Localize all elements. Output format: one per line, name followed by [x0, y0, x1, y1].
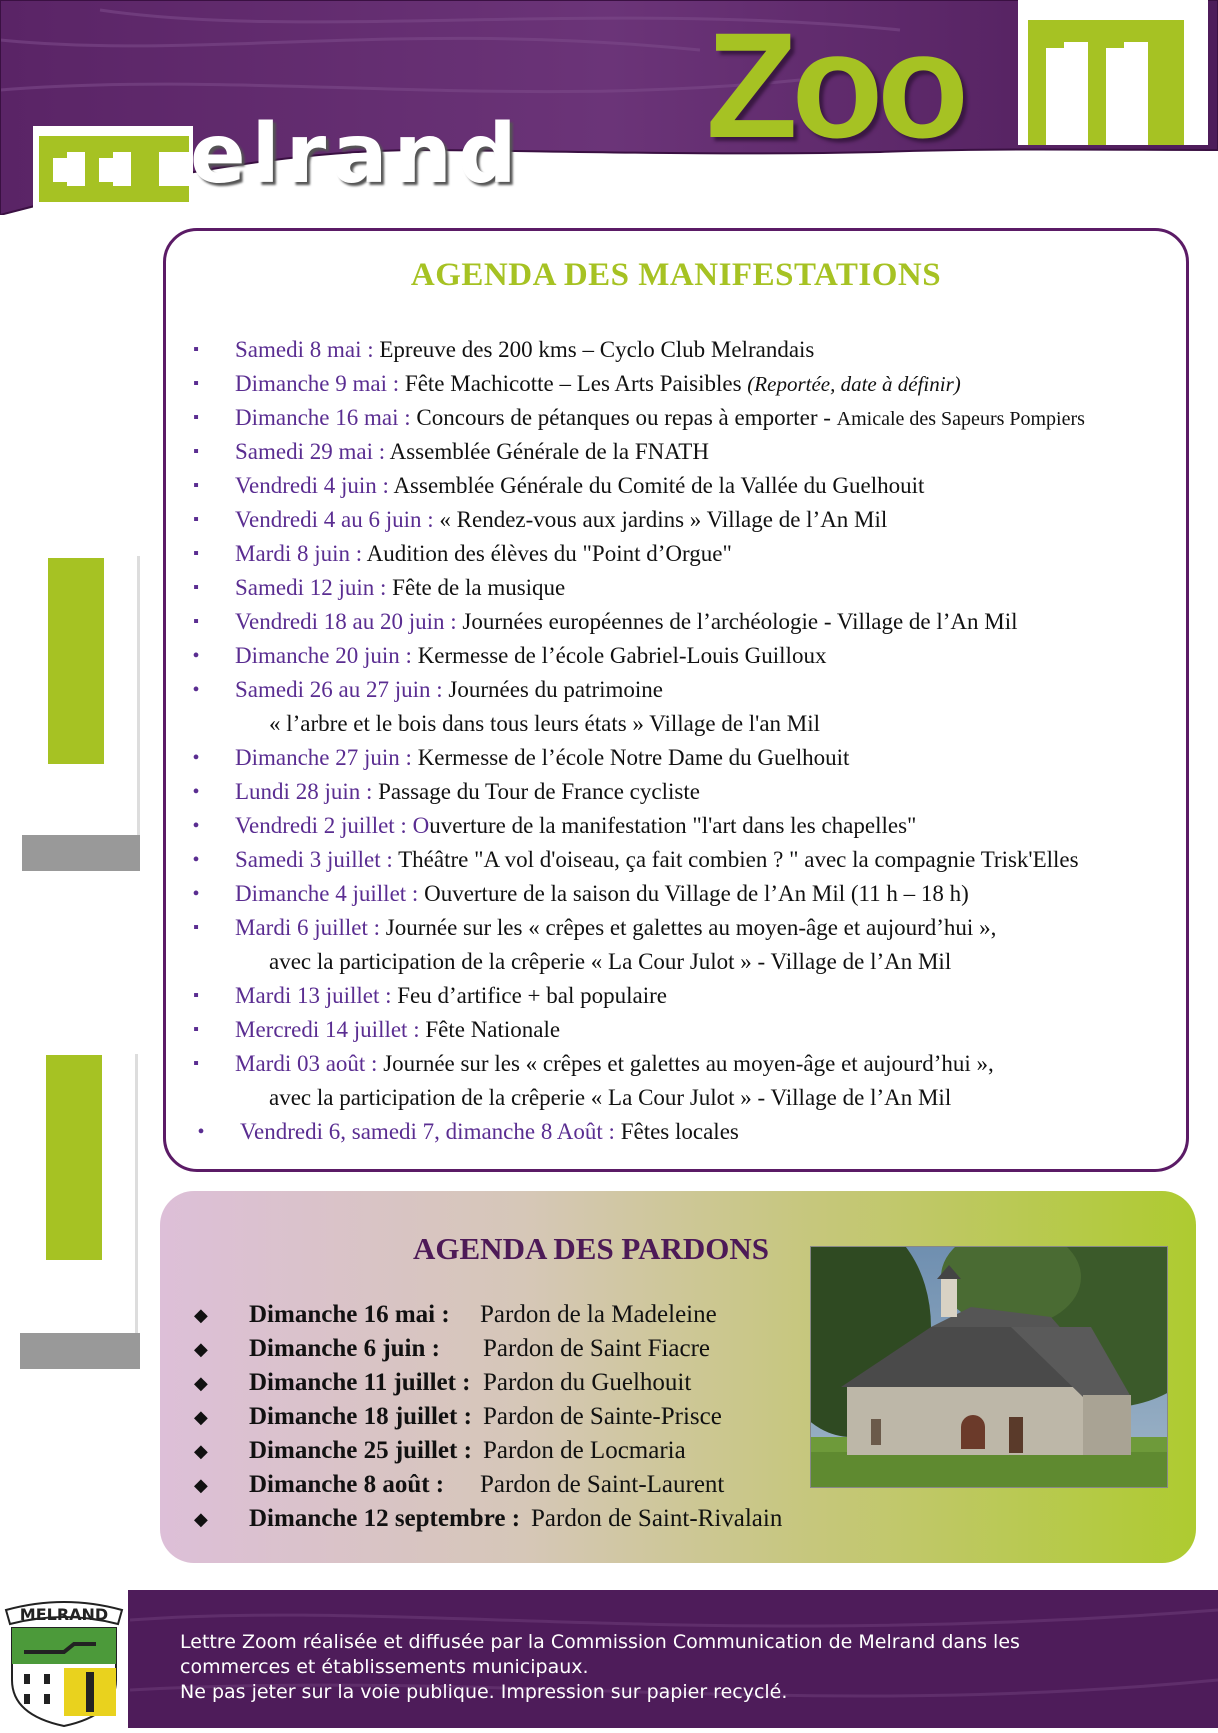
manifestation-text: « l’arbre et le bois dans tous leurs états » Village de l'an Mil [269, 711, 821, 736]
footer-line-1: Lettre Zoom réalisée et diffusée par la Commission Communication de Melrand dans les [180, 1631, 1020, 1653]
manifestations-box [163, 228, 1189, 1172]
manifestation-text: Fête de la musique [392, 575, 566, 600]
bullet-icon: ▪ [193, 341, 199, 358]
manifestation-date: Samedi 3 juillet : [235, 847, 399, 872]
manifestation-text: Journée sur les « crêpes et galettes au moyen-âge et aujourd’hui », [383, 1051, 994, 1076]
manifestation-item [186, 639, 1186, 673]
manifestation-text: Audition des élèves du "Point d’Orgue" [366, 541, 732, 566]
manifestation-text: Fête Nationale [425, 1017, 561, 1042]
manifestation-line [235, 1047, 994, 1081]
manifestation-date: Dimanche 4 juillet : [235, 881, 425, 906]
manifestation-date: Vendredi 4 au 6 juin : [235, 507, 440, 532]
manifestation-text: Assemblée Générale du Comité de la Vallée du Guelhouit [393, 473, 925, 498]
manifestations-list [186, 333, 1186, 1149]
manifestation-date: Dimanche 9 mai : [235, 371, 405, 396]
manifestation-item [186, 877, 1186, 911]
diamond-bullet-icon: ◆ [194, 1305, 208, 1325]
bullet-icon: ▪ [193, 987, 199, 1004]
manifestation-text: Fêtes locales [620, 1119, 739, 1144]
bullet-icon: ▪ [193, 579, 199, 596]
decorative-bar-upper [20, 550, 145, 880]
manifestation-text: avec la participation de la crêperie « La Cour Julot » - Village de l’An Mil [269, 949, 952, 974]
manifestation-text: Concours de pétanques ou repas à emporter - [416, 405, 837, 430]
manifestation-text: Assemblée Générale de la FNATH [389, 439, 709, 464]
bullet-icon: • [192, 815, 200, 837]
bullet-icon: • [192, 849, 200, 871]
pardon-name: Pardon de Saint Fiacre [483, 1335, 711, 1362]
crest-label: MELRAND [19, 1605, 109, 1624]
manifestation-text: Fête Machicotte – Les Arts Paisibles [404, 371, 748, 396]
manifestation-item [186, 809, 1186, 843]
melrand-m-logo [33, 126, 193, 208]
manifestation-date: Dimanche 16 mai : [235, 405, 417, 430]
manifestation-item [186, 843, 1186, 877]
bullet-icon: • [192, 883, 200, 905]
big-m-logo [1018, 0, 1208, 145]
bullet-icon: ▪ [193, 477, 199, 494]
manifestation-line [235, 401, 1085, 436]
decorative-bar-lower [20, 1050, 145, 1375]
manifestation-item [186, 469, 1186, 503]
bullet-icon: ▪ [193, 919, 199, 936]
footer-text [180, 1630, 1180, 1705]
diamond-bullet-icon: ◆ [194, 1441, 208, 1461]
manifestations-title: AGENDA DES MANIFESTATIONS [410, 257, 942, 293]
manifestation-text: Ouverture de la saison du Village de l’An Mil (11 h – 18 h) [424, 881, 969, 906]
manifestation-line [235, 435, 709, 469]
manifestation-date: Vendredi 18 au 20 juin : [235, 609, 463, 634]
bullet-icon: ▪ [193, 545, 199, 562]
manifestation-date: Samedi 29 mai : [235, 439, 390, 464]
manifestation-item [186, 435, 1186, 469]
manifestation-date: Mardi 6 juillet : [235, 915, 386, 940]
manifestation-line [235, 503, 887, 537]
manifestation-note: (Reportée, date à définir) [747, 372, 961, 396]
manifestation-date: Mardi 03 août : [235, 1051, 384, 1076]
manifestation-date: Vendredi 4 juin : [235, 473, 394, 498]
manifestation-line [235, 639, 826, 673]
manifestation-line [235, 571, 565, 605]
manifestation-line [235, 979, 667, 1013]
manifestation-line [235, 673, 663, 707]
diamond-bullet-icon: ◆ [194, 1339, 208, 1359]
manifestation-line [235, 333, 814, 367]
manifestation-item [186, 537, 1186, 571]
manifestation-date: Mardi 8 juin : [235, 541, 367, 566]
bullet-icon: • [192, 747, 200, 769]
manifestation-text: « Rendez-vous aux jardins » Village de l’An Mil [439, 507, 888, 532]
pardon-name: Pardon de Saint-Rivalain [531, 1505, 783, 1532]
bullet-icon: ▪ [193, 443, 199, 460]
manifestation-item [186, 1115, 1186, 1149]
manifestation-continuation [186, 707, 1186, 741]
manifestation-item [186, 605, 1186, 639]
bullet-icon: • [192, 645, 200, 667]
pardon-date: Dimanche 6 juin : [249, 1335, 440, 1362]
manifestation-text: uverture de la manifestation "l'art dans les chapelles" [429, 813, 917, 838]
diamond-bullet-icon: ◆ [194, 1373, 208, 1393]
manifestation-line [235, 911, 996, 945]
manifestation-item [186, 1047, 1186, 1081]
manifestation-item [186, 571, 1186, 605]
manifestation-date: Samedi 8 mai : [235, 337, 380, 362]
manifestation-line [235, 537, 732, 571]
diamond-bullet-icon: ◆ [194, 1475, 208, 1495]
pardons-box [160, 1191, 1196, 1563]
pardon-date: Dimanche 18 juillet : [249, 1403, 472, 1430]
pardon-name: Pardon de Sainte-Prisce [483, 1403, 722, 1430]
pardon-name: Pardon de Locmaria [483, 1437, 686, 1464]
manifestation-line [235, 1013, 560, 1047]
manifestation-line [235, 605, 1018, 639]
manifestation-date: Samedi 26 au 27 juin : [235, 677, 449, 702]
bullet-icon: ▪ [193, 511, 199, 528]
pardons-title: AGENDA DES PARDONS [413, 1231, 769, 1266]
bullet-icon: ▪ [193, 409, 199, 426]
bullet-icon: ▪ [193, 1021, 199, 1038]
pardon-date: Dimanche 8 août : [249, 1471, 445, 1498]
manifestation-text: Journées européennes de l’archéologie - Village de l’An Mil [462, 609, 1018, 634]
footer [0, 1590, 1218, 1728]
manifestation-text: Journée sur les « crêpes et galettes au moyen-âge et aujourd’hui », [385, 915, 997, 940]
manifestation-item [186, 673, 1186, 707]
melrand-logo-text: elrand [190, 107, 523, 202]
diamond-bullet-icon: ◆ [194, 1509, 208, 1529]
manifestation-item [186, 401, 1186, 435]
manifestation-date: Mardi 13 juillet : [235, 983, 398, 1008]
manifestation-line [235, 775, 700, 809]
manifestation-text: Kermesse de l’école Notre Dame du Guelhouit [417, 745, 850, 770]
manifestation-lead-letter: O [412, 813, 430, 838]
manifestation-item [186, 1013, 1186, 1047]
manifestation-text: Théâtre "A vol d'oiseau, ça fait combien ? " avec la compagnie Trisk'Elles [398, 847, 1079, 872]
bullet-icon: ▪ [193, 1055, 199, 1072]
pardon-name: Pardon du Guelhouit [483, 1369, 692, 1396]
banner-background [0, 0, 1218, 215]
manifestation-line [235, 809, 916, 843]
manifestation-line [235, 741, 849, 775]
manifestation-item [186, 367, 1186, 401]
pardon-date: Dimanche 12 septembre : [249, 1505, 521, 1532]
manifestation-text: Feu d’artifice + bal populaire [397, 983, 667, 1008]
bullet-icon: ▪ [193, 613, 199, 630]
manifestation-date: Samedi 12 juin : [235, 575, 393, 600]
manifestation-date: Mercredi 14 juillet : [235, 1017, 426, 1042]
chapel-photo [810, 1246, 1168, 1488]
manifestation-line [235, 469, 924, 503]
bullet-icon: • [192, 679, 200, 701]
diamond-bullet-icon: ◆ [194, 1407, 208, 1427]
manifestation-text: Journées du patrimoine [448, 677, 663, 702]
footer-line-2: commerces et établissements municipaux. [180, 1656, 589, 1678]
manifestation-line [240, 1115, 739, 1149]
manifestation-date: Lundi 28 juin : [235, 779, 379, 804]
manifestation-text: avec la participation de la crêperie « La Cour Julot » - Village de l’An Mil [269, 1085, 952, 1110]
manifestation-line [235, 877, 969, 911]
manifestation-date: Dimanche 27 juin : [235, 745, 418, 770]
manifestation-item [186, 741, 1186, 775]
footer-line-3: Ne pas jeter sur la voie publique. Impression sur papier recyclé. [180, 1681, 788, 1703]
pardon-date: Dimanche 11 juillet : [249, 1369, 471, 1396]
manifestation-text: Epreuve des 200 kms – Cyclo Club Melrandais [379, 337, 815, 362]
manifestation-item [186, 775, 1186, 809]
pardon-date: Dimanche 16 mai : [249, 1301, 450, 1328]
pardon-name: Pardon de la Madeleine [480, 1301, 717, 1328]
manifestation-item [186, 979, 1186, 1013]
manifestation-date: Vendredi 6, samedi 7, dimanche 8 Août : [240, 1119, 621, 1144]
manifestation-item [186, 911, 1186, 945]
manifestation-item [186, 333, 1186, 367]
manifestation-continuation [186, 1081, 1186, 1115]
header-banner [0, 0, 1218, 215]
manifestation-line [235, 367, 961, 401]
manifestation-text: Kermesse de l’école Gabriel-Louis Guilloux [417, 643, 827, 668]
zoo-title: Zoo [706, 1, 963, 169]
melrand-crest [0, 1590, 128, 1728]
bullet-icon: ▪ [193, 375, 199, 392]
manifestation-organizer: Amicale des Sapeurs Pompiers [836, 408, 1085, 430]
manifestation-date: Dimanche 20 juin : [235, 643, 418, 668]
manifestation-date: Vendredi 2 juillet : [235, 813, 413, 838]
bullet-icon: • [197, 1121, 205, 1143]
manifestation-line [235, 843, 1079, 877]
manifestation-continuation [186, 945, 1186, 979]
pardon-date: Dimanche 25 juillet : [249, 1437, 472, 1464]
manifestation-item [186, 503, 1186, 537]
pardon-name: Pardon de Saint-Laurent [480, 1471, 725, 1498]
bullet-icon: • [192, 781, 200, 803]
manifestation-text: Passage du Tour de France cycliste [378, 779, 700, 804]
